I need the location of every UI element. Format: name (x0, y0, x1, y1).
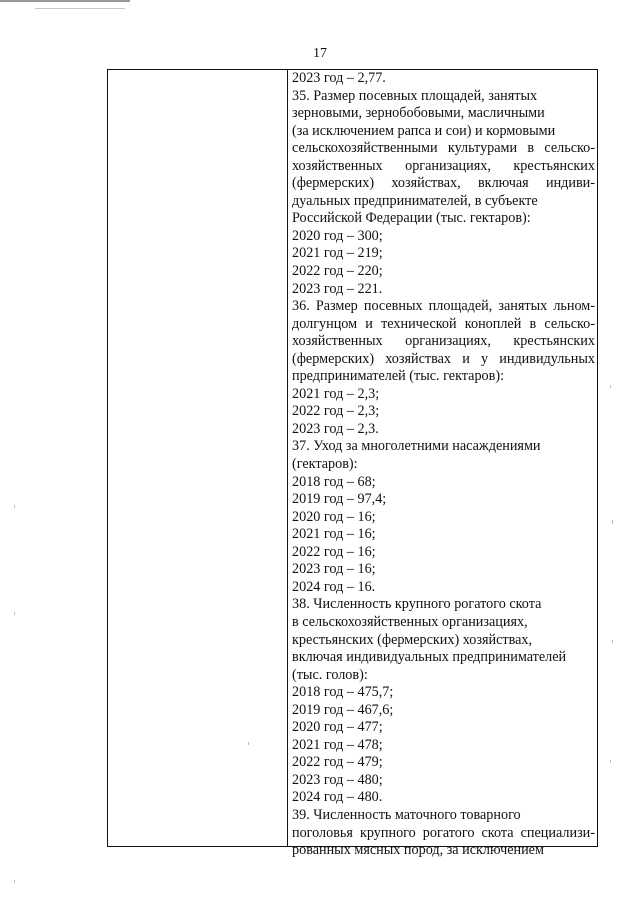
text-line: 36. Размер посевных площадей, занятых льном- (292, 298, 595, 315)
table-right-cell (289, 70, 597, 859)
scan-speck (610, 385, 611, 388)
text-line: 2019 год – 97,4; (292, 491, 387, 508)
scan-top-rule-secondary (35, 8, 125, 9)
text-line: 2020 год – 300; (292, 227, 383, 244)
text-line: 39. Численность маточного товарного (292, 806, 521, 823)
text-line: 2021 год – 478; (292, 736, 383, 753)
text-line: 2022 год – 479; (292, 754, 383, 771)
text-line: 2023 год – 2,3. (292, 420, 379, 437)
text-line: 2018 год – 68; (292, 473, 376, 490)
text-line: зерновыми, зернобобовыми, масличными (292, 105, 545, 122)
text-line: Российской Федерации (тыс. гектаров): (292, 210, 531, 227)
document-table (107, 69, 598, 859)
text-line: 2023 год – 2,77. (292, 70, 386, 86)
text-line: 2022 год – 16; (292, 543, 376, 560)
scan-speck (610, 760, 611, 763)
table-left-cell-empty (108, 70, 288, 846)
text-line: включая индивидуальных предпринимателей (292, 649, 567, 666)
text-line: (гектаров): (292, 456, 358, 473)
text-line: 2023 год – 480; (292, 771, 383, 788)
text-line: 2019 год – 467,6; (292, 701, 394, 718)
text-line: крестьянских (фермерских) хозяйствах, (292, 631, 533, 648)
text-line: поголовья крупного рогатого скота специализи- (292, 824, 595, 841)
text-line: (фермерских) хозяйствах и у индивидульных (292, 350, 595, 367)
text-line: предпринимателей (тыс. гектаров): (292, 368, 505, 385)
text-line: в сельскохозяйственных организациях, (292, 613, 528, 630)
text-line: дуальных предпринимателей, в субъекте (292, 192, 538, 209)
text-line: 2023 год – 221. (292, 280, 383, 297)
text-line: 2021 год – 16; (292, 526, 376, 543)
text-line: 2023 год – 16; (292, 561, 376, 578)
text-line: 2021 год – 219; (292, 245, 383, 262)
text-line: 2024 год – 480. (292, 789, 383, 806)
text-line: долгунцом и технической коноплей в сельско- (292, 315, 595, 332)
text-line: (фермерских) хозяйствах, включая индиви- (292, 175, 595, 192)
text-line: 2020 год – 477; (292, 719, 383, 736)
scan-top-rule (0, 0, 130, 2)
scan-speck (14, 612, 15, 615)
text-line: 2018 год – 475,7; (292, 684, 394, 701)
page-number: 17 (313, 46, 327, 61)
scan-speck (612, 520, 613, 524)
text-line: 35. Размер посевных площадей, занятых (292, 87, 538, 104)
scan-speck (14, 880, 15, 883)
scan-speck (612, 640, 613, 643)
text-line: сельскохозяйственными культурами в сельско- (292, 140, 595, 157)
text-line: (тыс. голов): (292, 666, 368, 683)
text-line: 2024 год – 16. (292, 578, 376, 595)
scan-speck (14, 505, 15, 508)
text-line: хозяйственных организациях, крестьянских (292, 157, 595, 174)
text-line: 2020 год – 16; (292, 508, 376, 525)
text-line: 38. Численность крупного рогатого скота (292, 596, 542, 613)
text-line: 37. Уход за многолетними насаждениями (292, 438, 541, 455)
text-line: хозяйственных организациях, крестьянских (292, 333, 595, 350)
text-line: (за исключением рапса и сои) и кормовыми (292, 122, 556, 139)
text-line: 2022 год – 220; (292, 263, 383, 280)
text-line: рованных мясных пород, за исключением (292, 842, 544, 859)
text-line: 2022 год – 2,3; (292, 403, 380, 420)
text-line: 2021 год – 2,3; (292, 385, 380, 402)
